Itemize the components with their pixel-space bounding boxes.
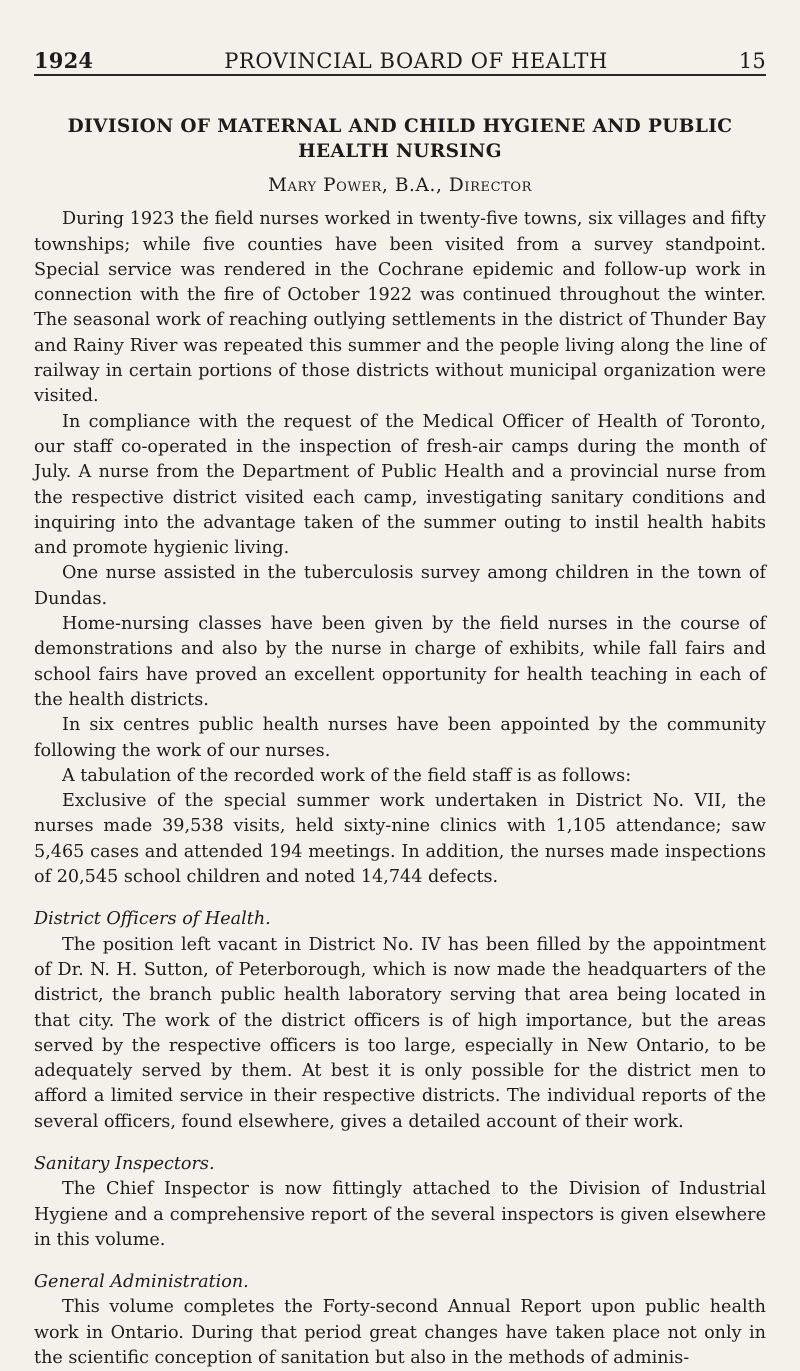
page-body	[34, 114, 766, 1371]
paragraph-4: Home-nursing classes have been given by the field nurses in the course of demonstrations and also by the nurse in charge of exhibits, while fall fairs and school fairs have proved an excellent opportunity for health teaching in each of the health districts.	[34, 614, 766, 710]
section-text-sanitary-inspectors: The Chief Inspector is now fittingly attached to the Division of Industrial Hygiene and a comprehensive report of the several inspectors is given elsewhere in this volume.	[34, 1179, 766, 1250]
paragraph-2: In compliance with the request of the Medical Officer of Health of Toronto, our staff co-operated in the inspection of fresh-air camps during the month of July. A nurse from the Department of Public Health and a provincial nurse from the respective district visited each camp, investigating sanitary conditions and inquiring into the advantage taken of the summer outing to instil health habits and promote hygienic living.	[34, 411, 766, 559]
division-title: DIVISION OF MATERNAL AND CHILD HYGIENE AND PUBLIC HEALTH NURSING	[67, 116, 733, 162]
section-heading-sanitary-inspectors: Sanitary Inspectors.	[34, 1153, 215, 1174]
paragraph-6: A tabulation of the recorded work of the field staff is as follows:	[62, 765, 632, 786]
section-text-general-administration: This volume completes the Forty-second Annual Report upon public health work in Ontario. During that period great changes have taken place not only in the scientific conception of sanitation but also in the methods of adminis-	[34, 1297, 766, 1369]
page-number: 15	[738, 49, 766, 73]
section-text-district-officers: The position left vacant in District No. IV has been filled by the appointment of Dr. N. H. Sutton, of Peterborough, which is now made the headquarters of the district, the branch public health laboratory serving that area being located in that city. The work of the district officers is of high importance, but the areas served by the respective officers is too large, especially in New Ontario, to be adequately served by them. At best it is only possible for the district men to afford a limited service in their respective districts. The individual reports of the several officers, found elsewhere, gives a detailed account of their work.	[34, 934, 766, 1132]
paragraph-7: Exclusive of the special summer work undertaken in District No. VII, the nurses made 39,538 visits, held sixty-nine clinics with 1,105 attendance; saw 5,465 cases and attended 194 meetings. In addition, the nurses made inspections of 20,545 school children and noted 14,744 defects.	[34, 791, 766, 888]
header-title: PROVINCIAL BOARD OF HEALTH	[224, 49, 608, 73]
paragraph-3: One nurse assisted in the tuberculosis survey among children in the town of Dundas.	[34, 563, 766, 609]
section-heading-district-officers: District Officers of Health.	[34, 909, 271, 930]
paragraph-1: During 1923 the field nurses worked in twenty-five towns, six villages and fifty townships; while five counties have been visited from a survey standpoint. Special service was rendered in the Cochrane epidemic and follow-up work in connection with the fire of October 1922 was continued throughout the winter. The seasonal work of reaching outlying settlements in the district of Thunder Bay and Rainy River was repeated this summer and the people living along the line of railway in certain portions of those districts without municipal organization were visited.	[34, 209, 766, 407]
section-heading-general-administration: General Administration.	[34, 1272, 249, 1293]
paragraph-5: In six centres public health nurses have been appointed by the community following the work of our nurses.	[34, 715, 766, 761]
running-header	[34, 48, 766, 73]
director-line: Mary Power, B.A., Director	[267, 175, 533, 196]
header-rule	[34, 74, 766, 76]
header-year: 1924	[34, 48, 94, 73]
